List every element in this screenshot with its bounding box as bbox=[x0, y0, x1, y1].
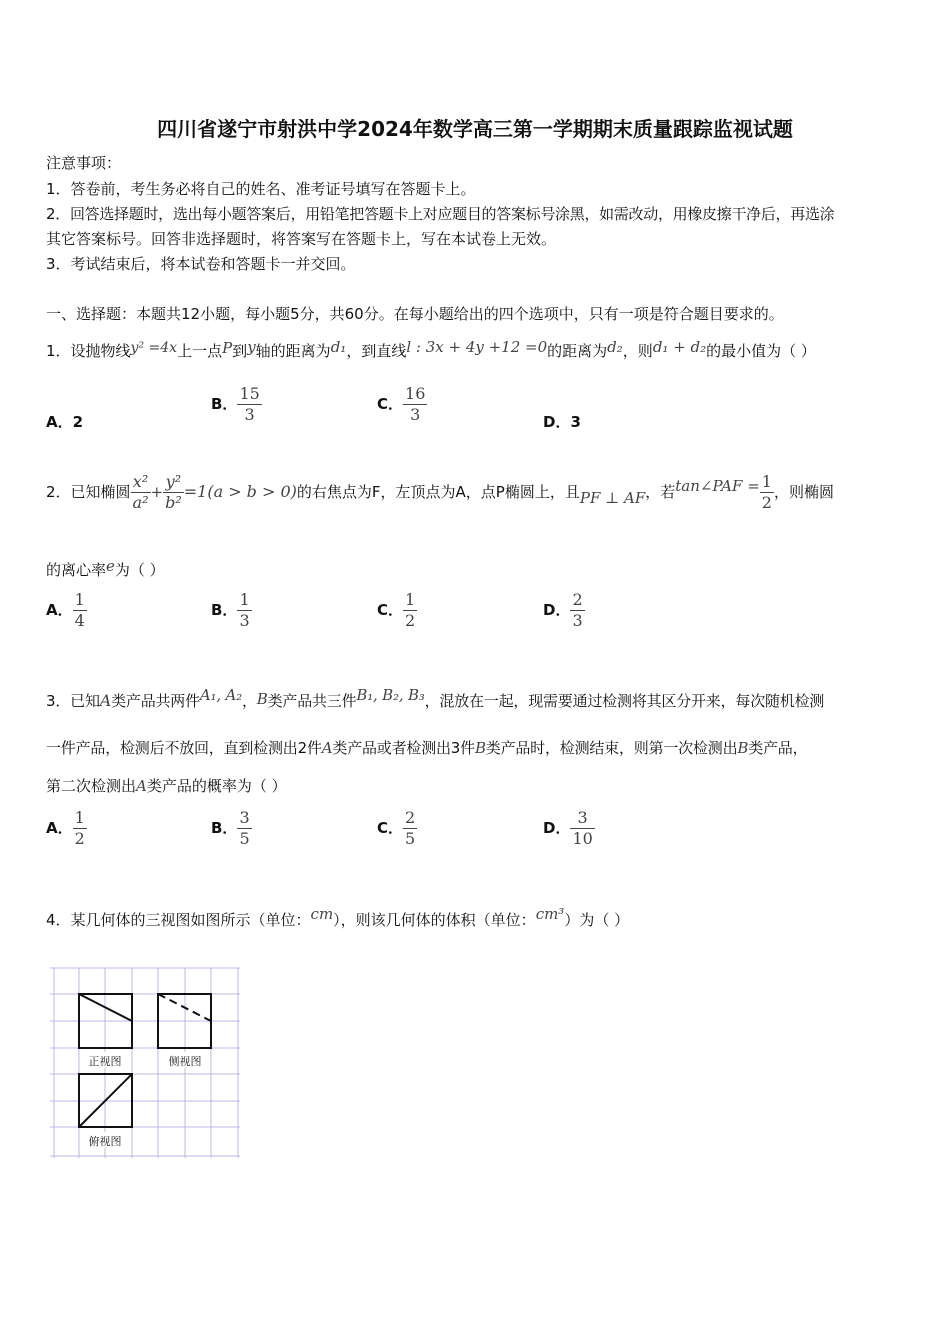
side-view-label: 侧视图 bbox=[168, 1055, 202, 1068]
section-heading: 一、选择题：本题共12小题，每小题5分，共60分。在每小题给出的四个选项中，只有一项是符合题目要求的。 bbox=[46, 305, 784, 323]
q2-option-d[interactable]: D． $\frac{2}{3}$ bbox=[543, 590, 583, 630]
q1-option-c[interactable]: C． $\frac{16}{3}$ bbox=[377, 384, 426, 424]
q1-option-d[interactable]: D．3 bbox=[543, 413, 581, 431]
question-3-stem-cont-2: 第二次检测出A类产品的概率为（ ） bbox=[46, 777, 287, 795]
q2-option-b[interactable]: B． $\frac{1}{3}$ bbox=[211, 590, 250, 630]
q1-option-a[interactable]: A．2 bbox=[46, 413, 84, 431]
question-2-stem-cont: 的离心率e为（ ） bbox=[46, 557, 165, 579]
q3-option-d[interactable]: D． $\frac{3}{10}$ bbox=[543, 808, 593, 848]
notice-item-3: 3．考试结束后，将本试卷和答题卡一并交回。 bbox=[46, 255, 356, 273]
page-title: 四川省遂宁市射洪中学2024年数学高三第一学期期末质量跟踪监视试题 bbox=[157, 117, 793, 141]
front-view-label: 正视图 bbox=[88, 1055, 122, 1068]
q3-option-c[interactable]: C． $\frac{2}{5}$ bbox=[377, 808, 416, 848]
three-view-diagram bbox=[46, 964, 242, 1160]
notice-item-2: 2．回答选择题时，选出每小题答案后，用铅笔把答题卡上对应题目的答案标号涂黑，如需改动，用橡皮擦干净后，再选涂 bbox=[46, 205, 835, 223]
notice-item-1: 1．答卷前，考生务必将自己的姓名、准考证号填写在答题卡上。 bbox=[46, 180, 476, 198]
q3-option-a[interactable]: A． $\frac{1}{2}$ bbox=[46, 808, 85, 848]
notice-heading: 注意事项： bbox=[46, 154, 122, 172]
q3-option-b[interactable]: B． $\frac{3}{5}$ bbox=[211, 808, 250, 848]
question-1-stem: 1．设抛物线y² =4x上一点P到y轴的距离为d₁，到直线l : 3x + 4y +12 =0的距离为d₂，则d₁ + d₂的最小值为（ ） bbox=[46, 338, 816, 360]
q1-option-b[interactable]: B． $\frac{15}{3}$ bbox=[211, 384, 260, 424]
notice-item-2-cont: 其它答案标号。回答非选择题时，将答案写在答题卡上，写在本试卷上无效。 bbox=[46, 230, 557, 248]
question-4-stem: 4．某几何体的三视图如图所示（单位：cm），则该几何体的体积（单位：cm³）为（ ） bbox=[46, 905, 630, 929]
question-3-stem: 3．已知A类产品共两件A₁, A₂，B类产品共三件B₁, B₂, B₃，混放在一起，现需要通过检测将其区分开来，每次随机检测 bbox=[46, 686, 825, 710]
q2-option-c[interactable]: C． $\frac{1}{2}$ bbox=[377, 590, 416, 630]
q2-option-a[interactable]: A． $\frac{1}{4}$ bbox=[46, 590, 85, 630]
question-2-stem: 2．已知椭圆 $\frac{\text{x²}}{\text{a²}}$ + $\frac{\text{y²}}{\text{b²}}$ =1(a > b > 0)的右焦点为F，左顶点为A，点P椭圆上，且PF ⊥ AF，若tan∠PAF = $\frac{1}{2}$ ，则椭圆 bbox=[46, 472, 834, 512]
question-3-stem-cont: 一件产品，检测后不放回，直到检测出2件A类产品或者检测出3件B类产品时，检测结束，则第一次检测出B类产品， bbox=[46, 739, 808, 757]
top-view-label: 俯视图 bbox=[88, 1135, 122, 1148]
